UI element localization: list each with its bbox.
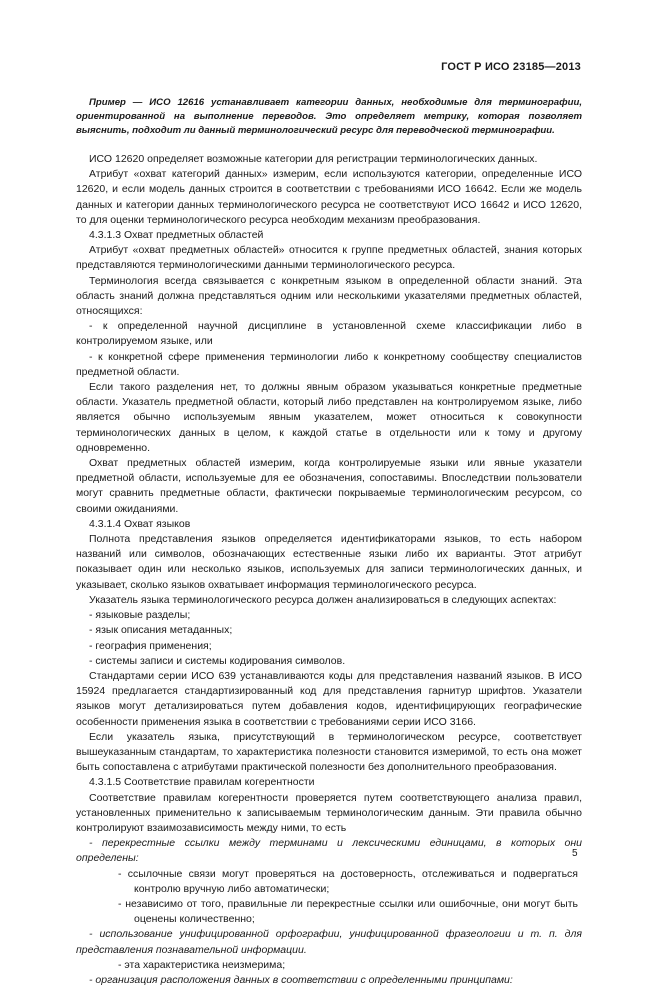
section-heading: 4.3.1.4 Охват языков xyxy=(89,517,191,530)
paragraph: Полнота представления языков определяется идентификаторами языков, то есть набором названий или символов, обозначающих естественные языки либо их варианты. Этот атрибут показывает один или несколько языков, используемых для записи терминологических данных, и указывает, сколько языков охватывает информация терминологического ресурса. xyxy=(76,533,582,591)
list-item: - системы записи и системы кодирования символов. xyxy=(89,654,346,667)
paragraph: Указатель языка терминологического ресурса должен анализироваться в следующих аспектах: xyxy=(89,593,557,606)
paragraph: Соответствие правилам когерентности проверяется путем соответствующего анализа правил, установленных применительно к записываемым терминологическим данным. Эти правила обычно контролируют взаимозависимость между ними, то есть xyxy=(76,791,582,834)
list-item: - язык описания метаданных; xyxy=(89,624,233,637)
paragraph: Терминология всегда связывается с конкретным языком в определенной области знаний. Эта область знаний должна представляться одним или несколькими указателями предметных областей, относящихся: xyxy=(76,274,582,318)
example-note: Пример — ИСО 12616 устанавливает категории данных, необходимые для терминографии, ориентированной на выполнение переводов. Это определяет метрику, которая позволяет выяснить, подходит ли данный терминологический ресурс для переводческой терминографии. xyxy=(76,97,582,136)
sub-list-item: - независимо от того, правильные ли перекрестные ссылки или ошибочные, они могут быть оценены количественно; xyxy=(118,897,578,926)
list-item: - языковые разделы; xyxy=(89,609,191,622)
paragraph: Если такого разделения нет, то должны явным образом указываться конкретные предметные области. Указатель предметной области, который либо представлен на контролируемом языке, либо является обычно используемым явным указателем, может относиться к совокупности терминологических данных в целом, к каждой статье в отдельности или к тому и другому одновременно. xyxy=(76,381,582,454)
section-heading: 4.3.1.5 Соответствие правилам когерентности xyxy=(89,776,315,789)
section-heading: 4.3.1.3 Охват предметных областей xyxy=(89,229,264,242)
sub-list-item: - ссылочные связи могут проверяться на достоверность, отслеживаться и подвергаться контролю вручную либо автоматически; xyxy=(118,867,578,895)
paragraph: Стандартами серии ИСО 639 устанавливаются коды для представления названий языков. В ИСО 15924 предлагается стандартизированный код для представления гарнитур шрифтов. Указатели языков могут детализироваться путем добавления кодов, идентифицирующих географические особенности применения языка в соответствии с требованиями серии ИСО 3166. xyxy=(76,669,582,728)
list-item: - использование унифицированной орфографии, унифицированной фразеологии и т. п. для представления познавательной информации. xyxy=(76,928,582,956)
list-item: - к определенной научной дисциплине в установленной схеме классификации либо в контролируемом языке, или xyxy=(76,320,582,348)
sub-list-item: - эта характеристика неизмерима; xyxy=(118,958,286,971)
paragraph: Если указатель языка, присутствующий в терминологическом ресурсе, соответствует вышеуказанным стандартам, то характеристика полезности становится измеримой, то есть она может быть сопоставлена с атрибутами практической полезности без дополнительного преобразования. xyxy=(76,730,582,774)
list-item: - перекрестные ссылки между терминами и лексическими единицами, в которых они определены: xyxy=(76,837,582,865)
list-item: - к конкретной сфере применения терминологии либо к конкретному сообществу специалистов предметной области. xyxy=(76,350,582,378)
page-number: 5 xyxy=(572,848,578,859)
document-header: ГОСТ Р ИСО 23185—2013 xyxy=(441,61,581,73)
document-body xyxy=(76,96,582,988)
paragraph: Атрибут «охват предметных областей» относится к группе предметных областей, знания которых представляются терминологическими данными терминологического ресурса. xyxy=(76,244,582,272)
paragraph: ИСО 12620 определяет возможные категории для регистрации терминологических данных. xyxy=(89,153,538,165)
paragraph: Атрибут «охват категорий данных» измерим, если используются категории, определенные ИСО 12620, и если модель данных строится в соответствии с требованиями ИСО 16642. Если же модель данных и категории данных терминологического ресурса не соответствуют ИСО 16642 и ИСО 12620, то для оценки терминологического ресурса необходим механизм преобразования. xyxy=(76,168,582,226)
list-item: - организация расположения данных в соответствии с определенными принципами: xyxy=(89,973,513,986)
paragraph: Охват предметных областей измерим, когда контролируемые языки или явные указатели предметной области, используемые для ее обозначения, сопоставимы. Впоследствии пользователи могут сравнить предметные области, фактически покрываемые терминологическим ресурсом, со своими ожиданиями. xyxy=(76,457,582,515)
list-item: - география применения; xyxy=(89,639,212,652)
